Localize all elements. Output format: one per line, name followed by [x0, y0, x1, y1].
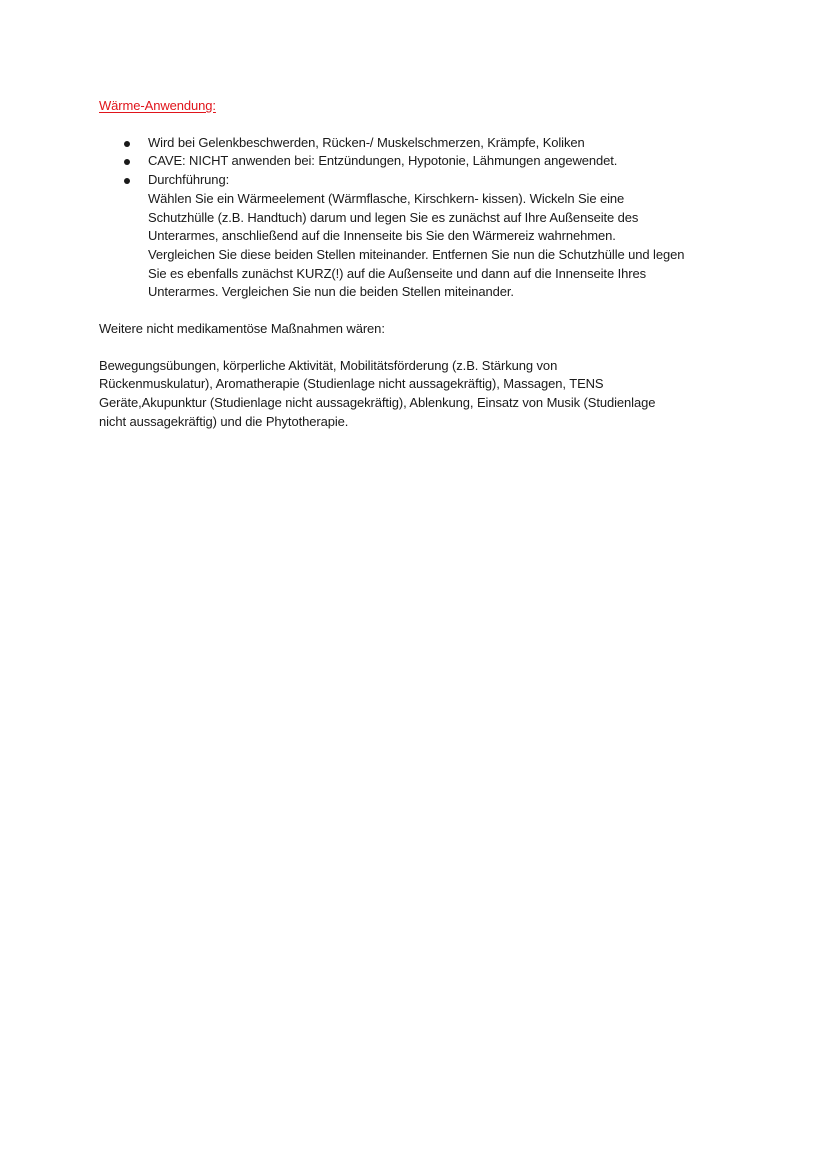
list-item	[99, 171, 739, 302]
paragraph-line: nicht aussagekräftig) und die Phytotherapie.	[99, 413, 349, 429]
spacer	[99, 302, 739, 320]
further-measures-paragraph	[99, 357, 739, 432]
bullet-icon	[124, 178, 130, 184]
procedure-line: Schutzhülle (z.B. Handtuch) darum und legen Sie es zunächst auf Ihre Außenseite des	[148, 209, 639, 225]
further-measures-intro: Weitere nicht medikamentöse Maßnahmen wären:	[99, 321, 385, 337]
spacer	[99, 339, 739, 357]
bullet-text-indications: Wird bei Gelenkbeschwerden, Rücken-/ Muskelschmerzen, Krämpfe, Koliken	[148, 134, 585, 150]
bullet-icon	[124, 141, 130, 147]
bullet-text-contraindications: CAVE: NICHT anwenden bei: Entzündungen, Hypotonie, Lähmungen angewendet.	[148, 153, 618, 169]
bullet-label-procedure: Durchführung:	[148, 172, 230, 188]
paragraph-line: Bewegungsübungen, körperliche Aktivität, Mobilitätsförderung (z.B. Stärkung von	[99, 357, 558, 373]
section-heading: Wärme-Anwendung:	[99, 98, 216, 113]
procedure-line: Sie es ebenfalls zunächst KURZ(!) auf die Außenseite und dann auf die Innenseite Ihres	[148, 265, 646, 281]
paragraph-line: Geräte,Akupunktur (Studienlage nicht aussagekräftig), Ablenkung, Einsatz von Musik (Studienlage	[99, 395, 656, 411]
document-content	[99, 97, 739, 432]
paragraph-line: Rückenmuskulatur), Aromatherapie (Studienlage nicht aussagekräftig), Massagen, TENS	[99, 376, 604, 392]
procedure-line: Unterarmes. Vergleichen Sie nun die beiden Stellen miteinander.	[148, 284, 514, 300]
list-item	[99, 134, 739, 153]
list-item	[99, 152, 739, 171]
procedure-line: Vergleichen Sie diese beiden Stellen miteinander. Entfernen Sie nun die Schutzhülle und legen	[148, 246, 685, 262]
procedure-line: Wählen Sie ein Wärmeelement (Wärmflasche, Kirschkern- kissen). Wickeln Sie eine	[148, 190, 625, 206]
bullet-list	[99, 134, 739, 302]
bullet-icon	[124, 159, 130, 165]
procedure-line: Unterarmes, anschließend auf die Innenseite bis Sie den Wärmereiz wahrnehmen.	[148, 228, 616, 244]
